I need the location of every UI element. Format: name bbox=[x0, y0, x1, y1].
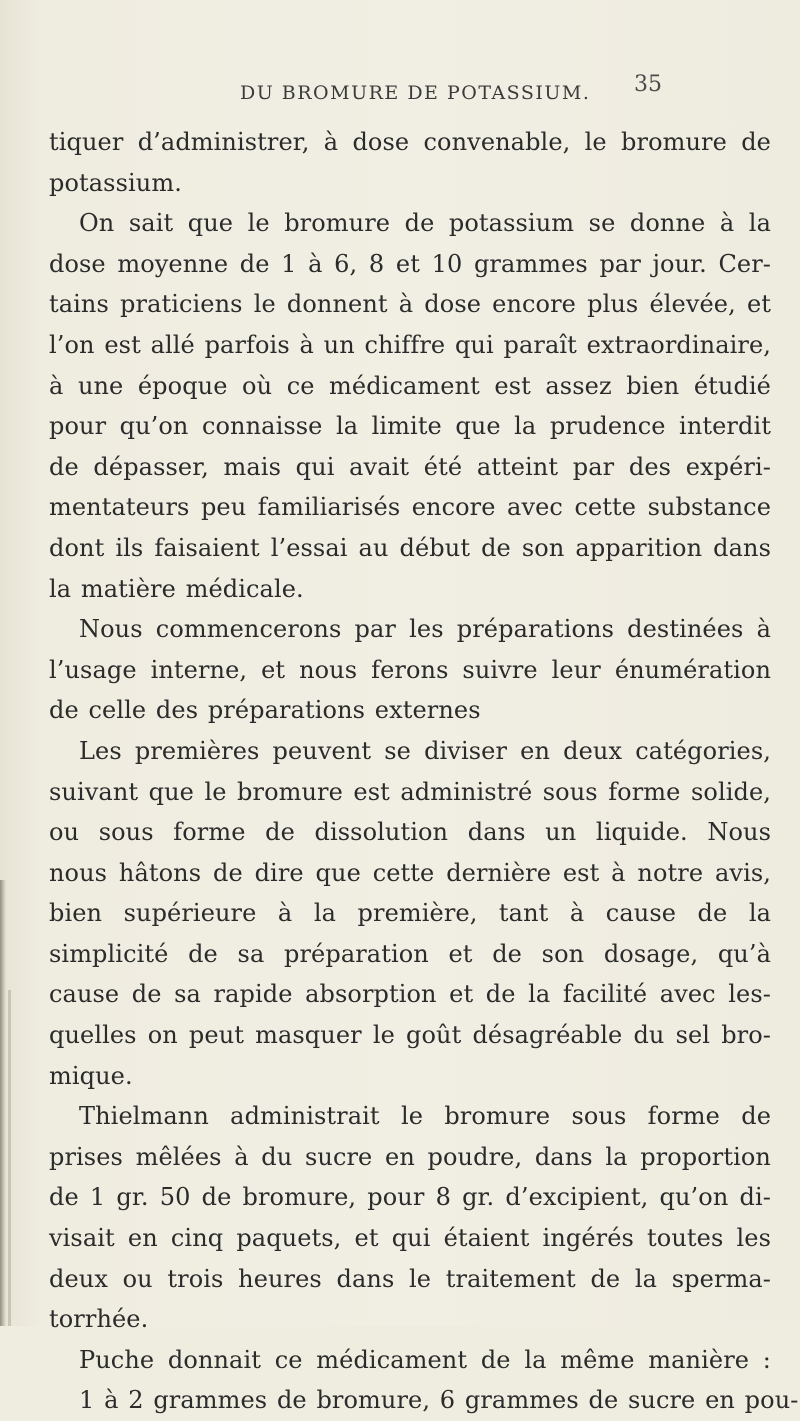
text-line: pour qu’on connaisse la limite que la prudence interdit bbox=[49, 412, 771, 441]
body-text bbox=[49, 122, 799, 1421]
text-line: l’on est allé parfois à un chiffre qui paraît extraordinaire, bbox=[49, 330, 771, 359]
text-line: quelles on peut masquer le goût désagréable du sel bro- bbox=[49, 1021, 771, 1050]
text-line: ou sous forme de dissolution dans un liquide. Nous bbox=[49, 818, 771, 847]
text-line: tains praticiens le donnent à dose encore plus élevée, et bbox=[49, 290, 771, 319]
text-line: cause de sa rapide absorption et de la facilité avec les- bbox=[49, 980, 771, 1009]
text-line: de dépasser, mais qui avait été atteint par des expéri- bbox=[49, 452, 771, 481]
text-line: 1 à 2 grammes de bromure, 6 grammes de sucre en pou- bbox=[79, 1386, 799, 1415]
text-line: prises mêlées à du sucre en poudre, dans la proportion bbox=[49, 1142, 771, 1171]
running-title: DU BROMURE DE POTASSIUM. bbox=[240, 82, 591, 104]
text-line: simplicité de sa préparation et de son dosage, qu’à bbox=[49, 939, 771, 968]
text-line: deux ou trois heures dans le traitement de la sperma- bbox=[49, 1264, 771, 1293]
text-line: potassium. bbox=[49, 168, 182, 197]
text-line: dont ils faisaient l’essai au début de son apparition dans bbox=[49, 533, 771, 562]
text-line: torrhée. bbox=[49, 1305, 149, 1334]
text-line: Puche donnait ce médicament de la même manière : bbox=[79, 1345, 771, 1374]
text-line: mique. bbox=[49, 1061, 133, 1090]
text-line: mentateurs peu familiarisés encore avec cette substance bbox=[49, 493, 771, 522]
scan-shadow-edge bbox=[0, 880, 6, 1326]
text-line: Thielmann administrait le bromure sous forme de bbox=[79, 1102, 771, 1131]
text-line: de 1 gr. 50 de bromure, pour 8 gr. d’excipient, qu’on di- bbox=[49, 1183, 771, 1212]
text-line: à une époque où ce médicament est assez bien étudié bbox=[49, 371, 771, 400]
text-line: Les premières peuvent se diviser en deux catégories, bbox=[79, 736, 771, 765]
text-line: la matière médicale. bbox=[49, 574, 304, 603]
text-line: l’usage interne, et nous ferons suivre leur énumération bbox=[49, 655, 771, 684]
page-number: 35 bbox=[634, 72, 662, 97]
text-line: visait en cinq paquets, et qui étaient ingérés toutes les bbox=[49, 1224, 771, 1253]
text-line: nous hâtons de dire que cette dernière est à notre avis, bbox=[49, 858, 771, 887]
text-line: Nous commencerons par les préparations destinées à bbox=[79, 615, 771, 644]
text-line: On sait que le bromure de potassium se donne à la bbox=[79, 209, 771, 238]
text-line: dose moyenne de 1 à 6, 8 et 10 grammes par jour. Cer- bbox=[49, 249, 771, 278]
scan-shadow-edge-inner bbox=[8, 990, 11, 1326]
text-line: bien supérieure à la première, tant à cause de la bbox=[49, 899, 771, 928]
text-line: de celle des préparations externes bbox=[49, 696, 481, 725]
text-line: tiquer d’administrer, à dose convenable, le bromure de bbox=[49, 128, 771, 156]
text-line: suivant que le bromure est administré sous forme solide, bbox=[49, 777, 771, 806]
